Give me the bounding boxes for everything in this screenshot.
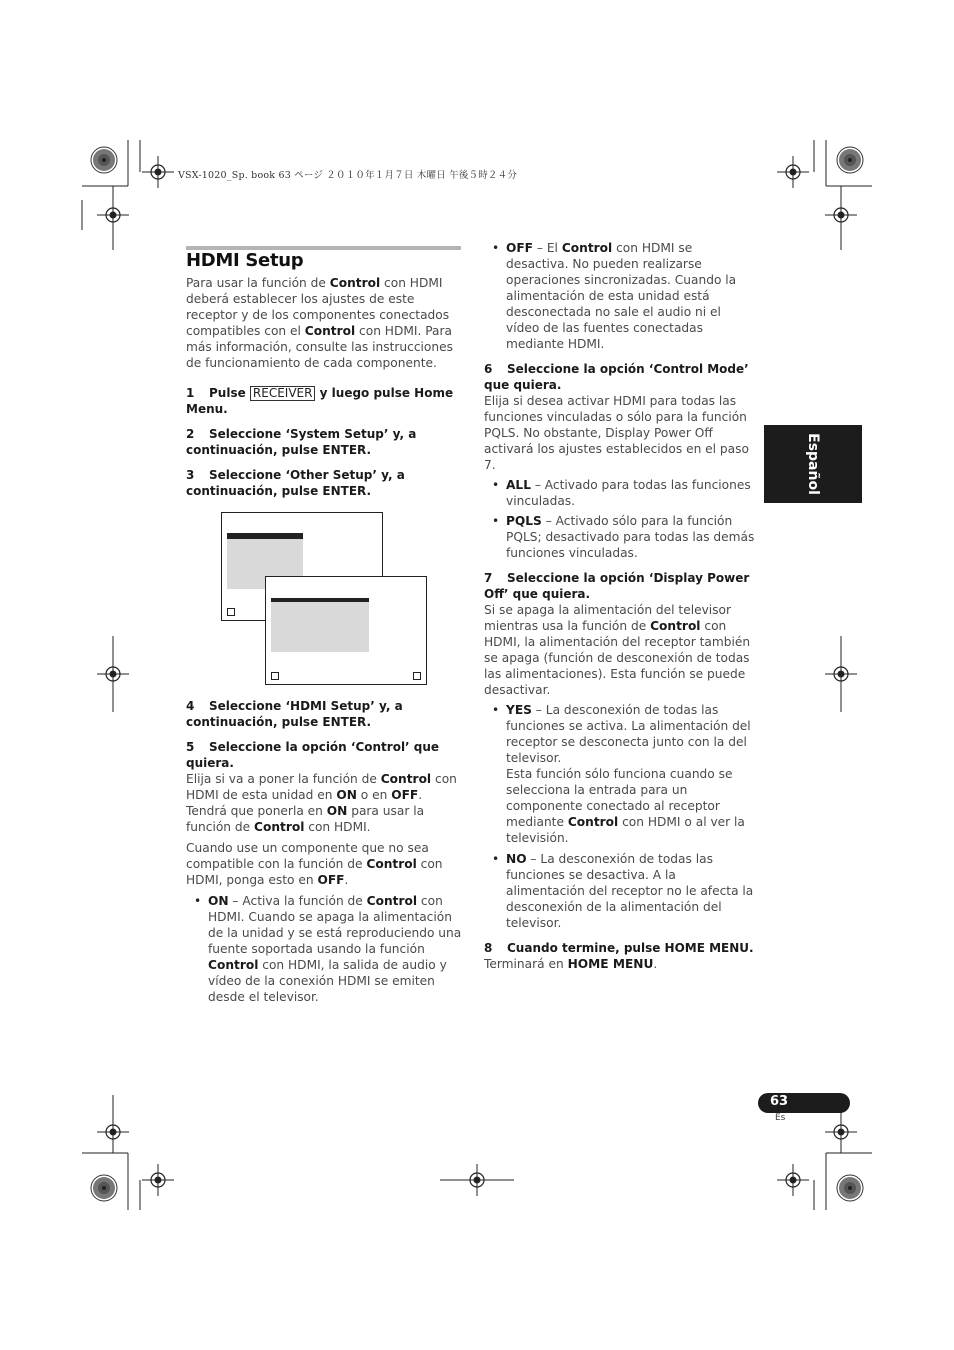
step-7: 7 Seleccione la opción ‘Display Power Off’ que quiera. (484, 571, 750, 601)
page-number-badge (758, 1093, 850, 1113)
intro-paragraph: Para usar la función de Control con HDMI deberá establecer los ajustes de este receptor y de los componentes conectados compatibles con el Control con HDMI. Para más información, consulte las instrucciones de funcionamiento de cada componente. (186, 276, 453, 370)
step-8: 8 Cuando termine, pulse HOME MENU. (484, 941, 754, 955)
language-tab-label: Español (805, 433, 821, 495)
step-8-paragraph: Terminará en HOME MENU. (484, 957, 658, 971)
left-column-lower (186, 698, 462, 1005)
bullet-pqls: • PQLS – Activado sólo para la función PQLS; desactivado para todas las demás funciones vinculadas. (484, 513, 758, 561)
return-icon (271, 672, 279, 680)
step-4: 4 Seleccione ‘HDMI Setup’ y, a continuación, pulse ENTER. (186, 699, 403, 729)
language-tab (764, 425, 862, 503)
left-column (186, 275, 462, 499)
bullet-off: • OFF – El Control con HDMI se desactiva. No pueden realizarse operaciones sincronizadas. Cuando la alimentación de esta unidad está desconectada no sale el audio ni el vídeo de las fuentes conectadas mediante HDMI. (484, 240, 758, 352)
step-6-paragraph: Elija si desea activar HDMI para todas las funciones vinculadas o sólo para la función PQLS. No obstante, Display Power Off activará los ajustes establecidos en el paso 7. (484, 394, 749, 472)
return-icon (227, 608, 235, 616)
bullet-all: • ALL – Activado para todas las funciones vinculadas. (484, 477, 758, 509)
page-number: 63 (770, 1094, 789, 1109)
menu-list-area (271, 602, 369, 652)
step-7-paragraph: Si se apaga la alimentación del televisor mientras usa la función de Control con HDMI, la alimentación del receptor también se apaga (función de desconexión de todas las alimentaciones). Esta función se puede desactivar. (484, 603, 751, 697)
print-header: VSX-1020_Sp. book 63 ページ ２０１０年１月７日 木曜日 午後５時２４分 (178, 170, 518, 181)
bullet-on: • ON – Activa la función de Control con HDMI. Cuando se apaga la alimentación de la unidad y se está reproduciendo una fuente soportada usando la función Control con HDMI, la salida de audio y vídeo de la conexión HDMI se emiten desde el televisor. (186, 893, 462, 1005)
step-5-paragraph-2: Cuando use un componente que no sea compatible con la función de Control con HDMI, ponga esto en OFF. (186, 841, 443, 887)
step-2: 2 Seleccione ‘System Setup’ y, a continuación, pulse ENTER. (186, 427, 417, 457)
receiver-key: RECEIVER (250, 386, 316, 401)
step-5: 5 Seleccione la opción ‘Control’ que quiera. (186, 740, 440, 770)
page-language-code: Es (775, 1113, 786, 1123)
step-5-paragraph-1: Elija si va a poner la función de Control con HDMI de esta unidad en ON o en OFF. Tendrá que ponerla en ON para usar la función de Control con HDMI. (186, 772, 457, 834)
page-title: HDMI Setup (186, 250, 304, 271)
bullet-no: • NO – La desconexión de todas las funciones se desactiva. A la alimentación del receptor no le afecta la desconexión de la alimentación del televisor. (484, 851, 758, 931)
bullet-yes: • YES – La desconexión de todas las funciones se activa. La alimentación del receptor se desconecta junto con la del televisor. Esta función sólo funciona cuando se selecciona la entrada para un componente conectado al receptor mediante Control con HDMI o al ver la televisión. (484, 702, 758, 846)
step-6: 6 Seleccione la opción ‘Control Mode’ que quiera. (484, 362, 749, 392)
step-3: 3 Seleccione ‘Other Setup’ y, a continuación, pulse ENTER. (186, 468, 405, 498)
exit-icon (413, 672, 421, 680)
right-column (484, 240, 758, 972)
step-1: 1 Pulse RECEIVER y luego pulse Home Menu. (186, 386, 454, 416)
osd-screen-front (265, 576, 427, 685)
